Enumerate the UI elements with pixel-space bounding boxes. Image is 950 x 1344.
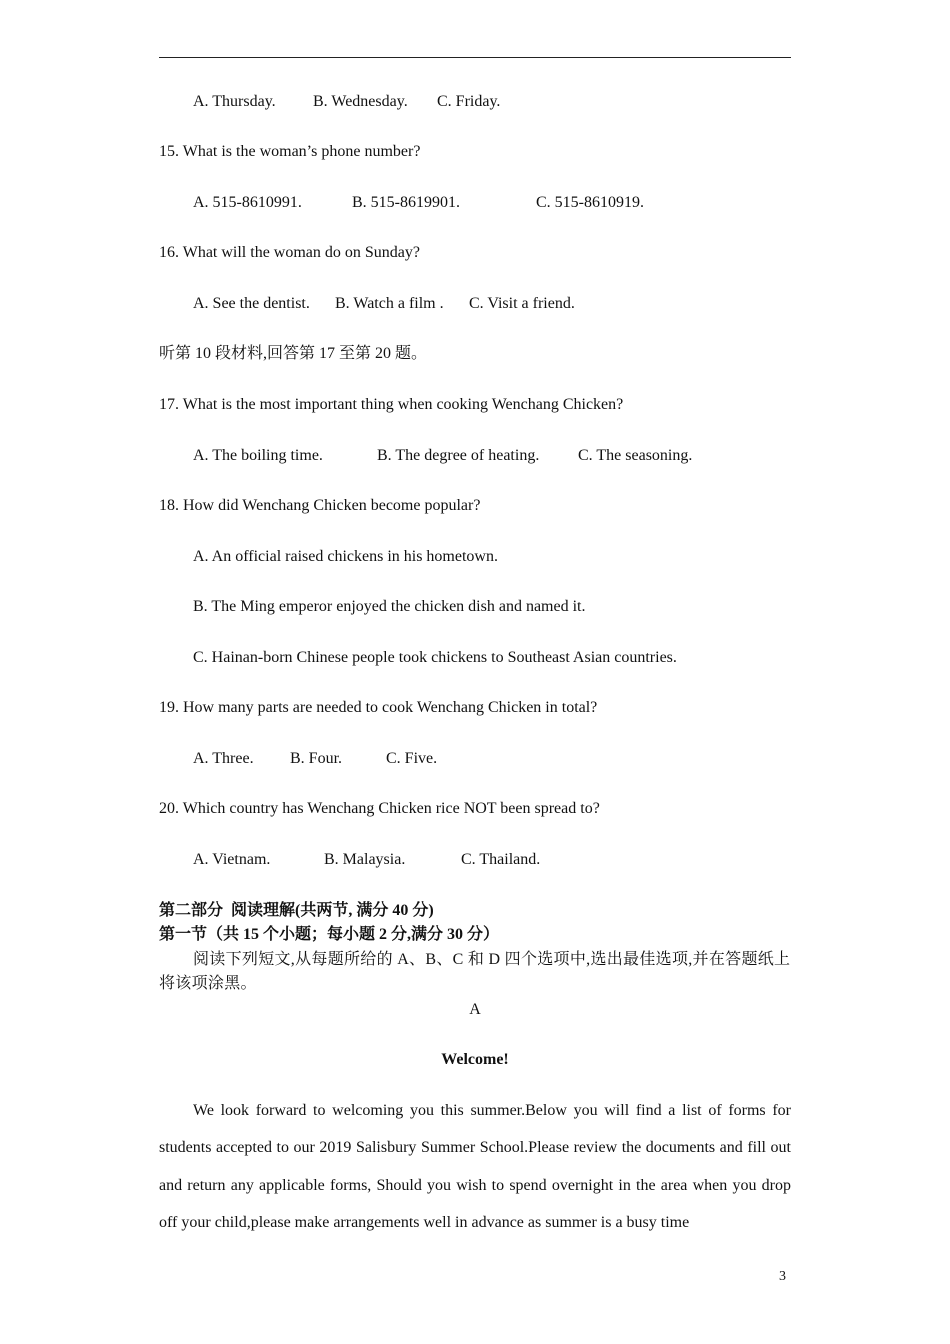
option-b: B. Watch a film . bbox=[335, 295, 444, 312]
option-a: A. An official raised chickens in his hometown. bbox=[193, 548, 498, 565]
passage-title: Welcome! bbox=[441, 1051, 509, 1068]
reading-instructions bbox=[159, 948, 791, 996]
option-c: C. Hainan-born Chinese people took chickens to Southeast Asian countries. bbox=[193, 649, 677, 666]
part-two-heading: 第二部分 阅读理解(共两节, 满分 40 分) bbox=[159, 902, 434, 919]
option-a: A. 515-8610991. bbox=[193, 194, 302, 211]
option-a: A. Three. bbox=[193, 750, 254, 767]
option-a: A. The boiling time. bbox=[193, 447, 323, 464]
option-c: C. 515-8610919. bbox=[536, 194, 644, 211]
section-note: 听第 10 段材料,回答第 17 至第 20 题。 bbox=[159, 345, 428, 362]
passage-body bbox=[159, 1092, 791, 1241]
option-b: B. The degree of heating. bbox=[377, 447, 540, 464]
option-c: C. Thailand. bbox=[461, 851, 541, 868]
option-a: A. See the dentist. bbox=[193, 295, 310, 312]
option-b: B. The Ming emperor enjoyed the chicken dish and named it. bbox=[193, 598, 586, 615]
option-a: A. Vietnam. bbox=[193, 851, 271, 868]
option-a: A. Thursday. bbox=[193, 93, 276, 110]
question-stem: 18. How did Wenchang Chicken become popular? bbox=[159, 497, 481, 514]
question-stem: 16. What will the woman do on Sunday? bbox=[159, 244, 420, 261]
question-stem: 15. What is the woman’s phone number? bbox=[159, 143, 421, 160]
passage-label: A bbox=[469, 1001, 481, 1018]
option-c: C. Visit a friend. bbox=[469, 295, 575, 312]
option-c: C. Friday. bbox=[437, 93, 501, 110]
option-b: B. 515-8619901. bbox=[352, 194, 460, 211]
question-stem: 17. What is the most important thing when cooking Wenchang Chicken? bbox=[159, 396, 624, 413]
option-c: C. The seasoning. bbox=[578, 447, 693, 464]
page-number: 3 bbox=[779, 1269, 786, 1284]
question-stem: 19. How many parts are needed to cook Wenchang Chicken in total? bbox=[159, 699, 598, 716]
instruction-text: 阅读下列短文,从每题所给的 A、B、C 和 D 四个选项中,选出最佳选项,并在答题纸上将该项涂黑。 bbox=[159, 951, 791, 992]
option-b: B. Four. bbox=[290, 750, 343, 767]
header-rule bbox=[159, 57, 791, 58]
section-one-heading: 第一节（共 15 个小题；每小题 2 分,满分 30 分） bbox=[159, 926, 500, 943]
question-stem: 20. Which country has Wenchang Chicken rice NOT been spread to? bbox=[159, 800, 600, 817]
passage-text: We look forward to welcoming you this summer.Below you will find a list of forms for students accepted to our 2019 Salisbury Summer School.Please review the documents and fill out and return any applicable forms, Should you wish to spend overnight in the area when you drop off your child,please make arrangements well in advance as summer is a busy time bbox=[159, 1102, 791, 1231]
option-b: B. Wednesday. bbox=[313, 93, 408, 110]
option-c: C. Five. bbox=[386, 750, 438, 767]
option-b: B. Malaysia. bbox=[324, 851, 406, 868]
